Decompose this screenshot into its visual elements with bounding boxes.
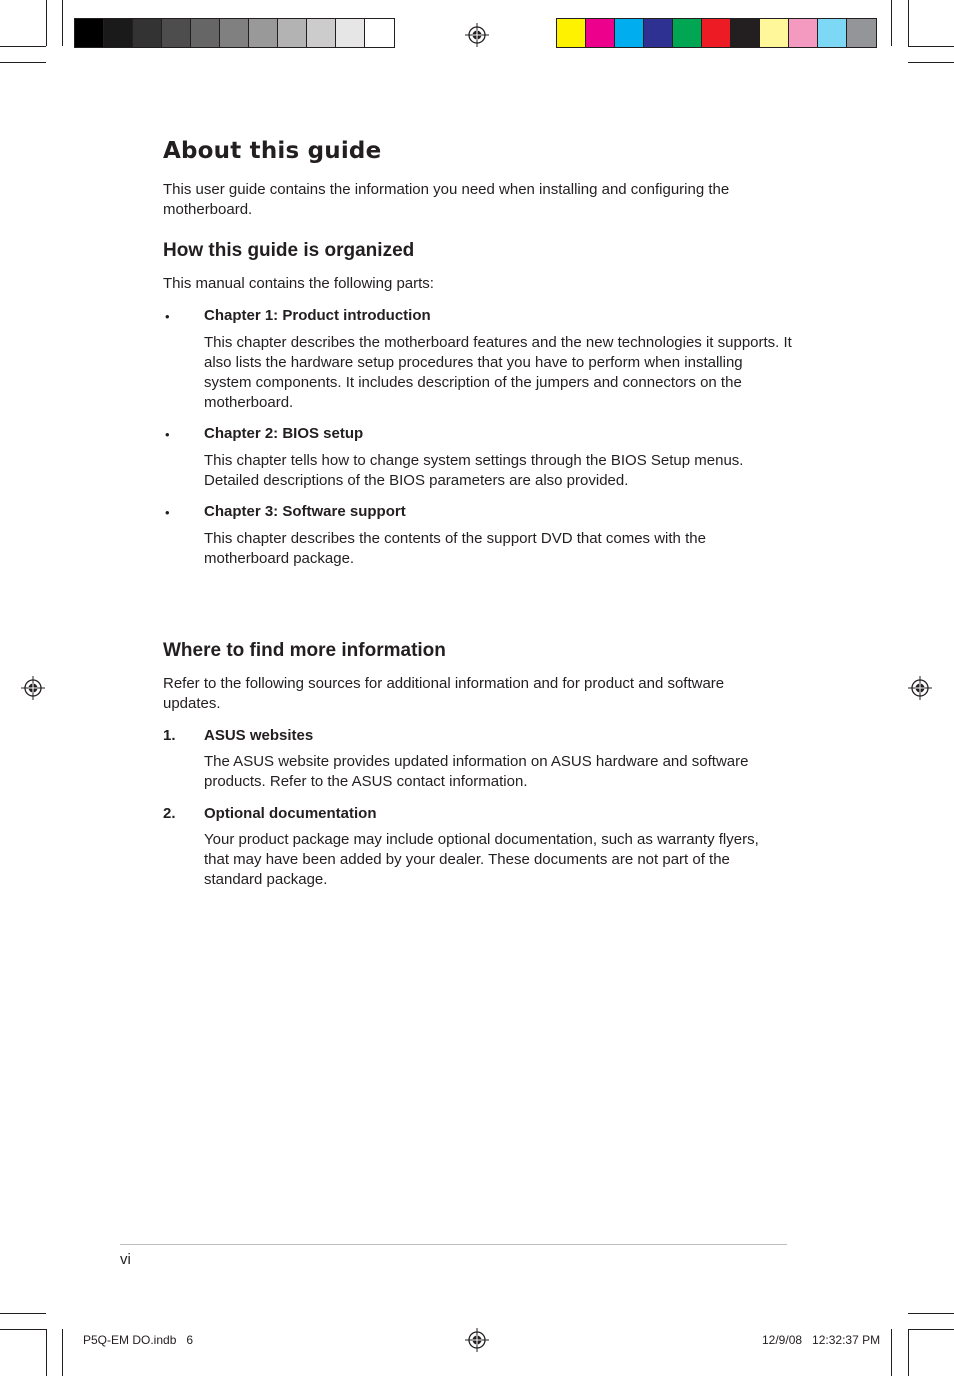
calibration-swatch [586,19,615,47]
section-heading-organized: How this guide is organized [163,240,415,261]
footer-divider [120,1244,787,1245]
chapter-description: This chapter describes the motherboard features and the new technologies it supports. It also lists the hardware setup procedures that you have to perform when installing system components. It includes description of the jumpers and connectors on the motherboard. [204,334,792,411]
crop-mark [62,0,63,46]
crop-mark [908,1329,909,1376]
source-description: Your product package may include optional documentation, such as warranty flyers, that may have been added by your dealer. These documents are not part of the standard package. [204,831,759,888]
calibration-swatch [365,19,394,47]
chapter-description: This chapter describes the contents of the support DVD that comes with the motherboard package. [204,530,706,567]
crop-mark [891,0,892,46]
calibration-swatch [789,19,818,47]
list-bullet: • [165,427,170,442]
organized-lead: This manual contains the following parts: [163,275,434,292]
crop-mark [908,0,909,46]
calibration-swatch [249,19,278,47]
slug-file-name: P5Q-EM DO.indb 6 [83,1333,194,1347]
grayscale-calibration-bar [74,18,395,48]
crop-mark [0,62,46,63]
registration-mark-icon [465,23,489,47]
calibration-swatch [278,19,307,47]
page-number: vi [120,1251,131,1268]
intro-paragraph: This user guide contains the information you need when installing and configuring the motherboard. [163,181,730,218]
list-number: 2. [163,805,176,822]
crop-mark [46,1329,47,1376]
registration-mark-icon [21,676,45,700]
chapter-title: Chapter 3: Software support [204,503,406,520]
slug-timestamp: 12/9/08 12:32:37 PM [762,1333,881,1347]
crop-mark [46,0,47,46]
crop-mark [0,1329,46,1330]
source-description: The ASUS website provides updated information on ASUS hardware and software products. Refer to the ASUS contact information. [204,753,749,790]
calibration-swatch [307,19,336,47]
calibration-swatch [133,19,162,47]
calibration-swatch [75,19,104,47]
list-number: 1. [163,727,176,744]
source-title: ASUS websites [204,727,314,744]
chapter-description: This chapter tells how to change system settings through the BIOS Setup menus. Detailed descriptions of the BIOS parameters are also provided. [204,452,744,489]
calibration-swatch [615,19,644,47]
calibration-swatch [760,19,789,47]
crop-mark [908,1329,954,1330]
chapter-title: Chapter 1: Product introduction [204,307,431,324]
calibration-swatch [702,19,731,47]
calibration-swatch [557,19,586,47]
section-heading-more-info: Where to find more information [163,640,446,661]
crop-mark [908,62,954,63]
color-calibration-bar [556,18,877,48]
page-title: About this guide [163,138,382,164]
crop-mark [0,46,46,47]
more-info-lead: Refer to the following sources for additional information and for product and software updates. [163,675,725,712]
calibration-swatch [191,19,220,47]
crop-mark [0,1313,46,1314]
registration-mark-icon [908,676,932,700]
calibration-swatch [162,19,191,47]
list-bullet: • [165,309,170,324]
chapter-title: Chapter 2: BIOS setup [204,425,364,442]
calibration-swatch [847,19,876,47]
crop-mark [891,1329,892,1376]
source-title: Optional documentation [204,805,377,822]
calibration-swatch [673,19,702,47]
list-bullet: • [165,505,170,520]
calibration-swatch [644,19,673,47]
crop-mark [908,1313,954,1314]
calibration-swatch [220,19,249,47]
calibration-swatch [336,19,365,47]
calibration-swatch [731,19,760,47]
crop-mark [62,1329,63,1376]
calibration-swatch [104,19,133,47]
calibration-swatch [818,19,847,47]
registration-mark-icon [465,1328,489,1352]
crop-mark [908,46,954,47]
